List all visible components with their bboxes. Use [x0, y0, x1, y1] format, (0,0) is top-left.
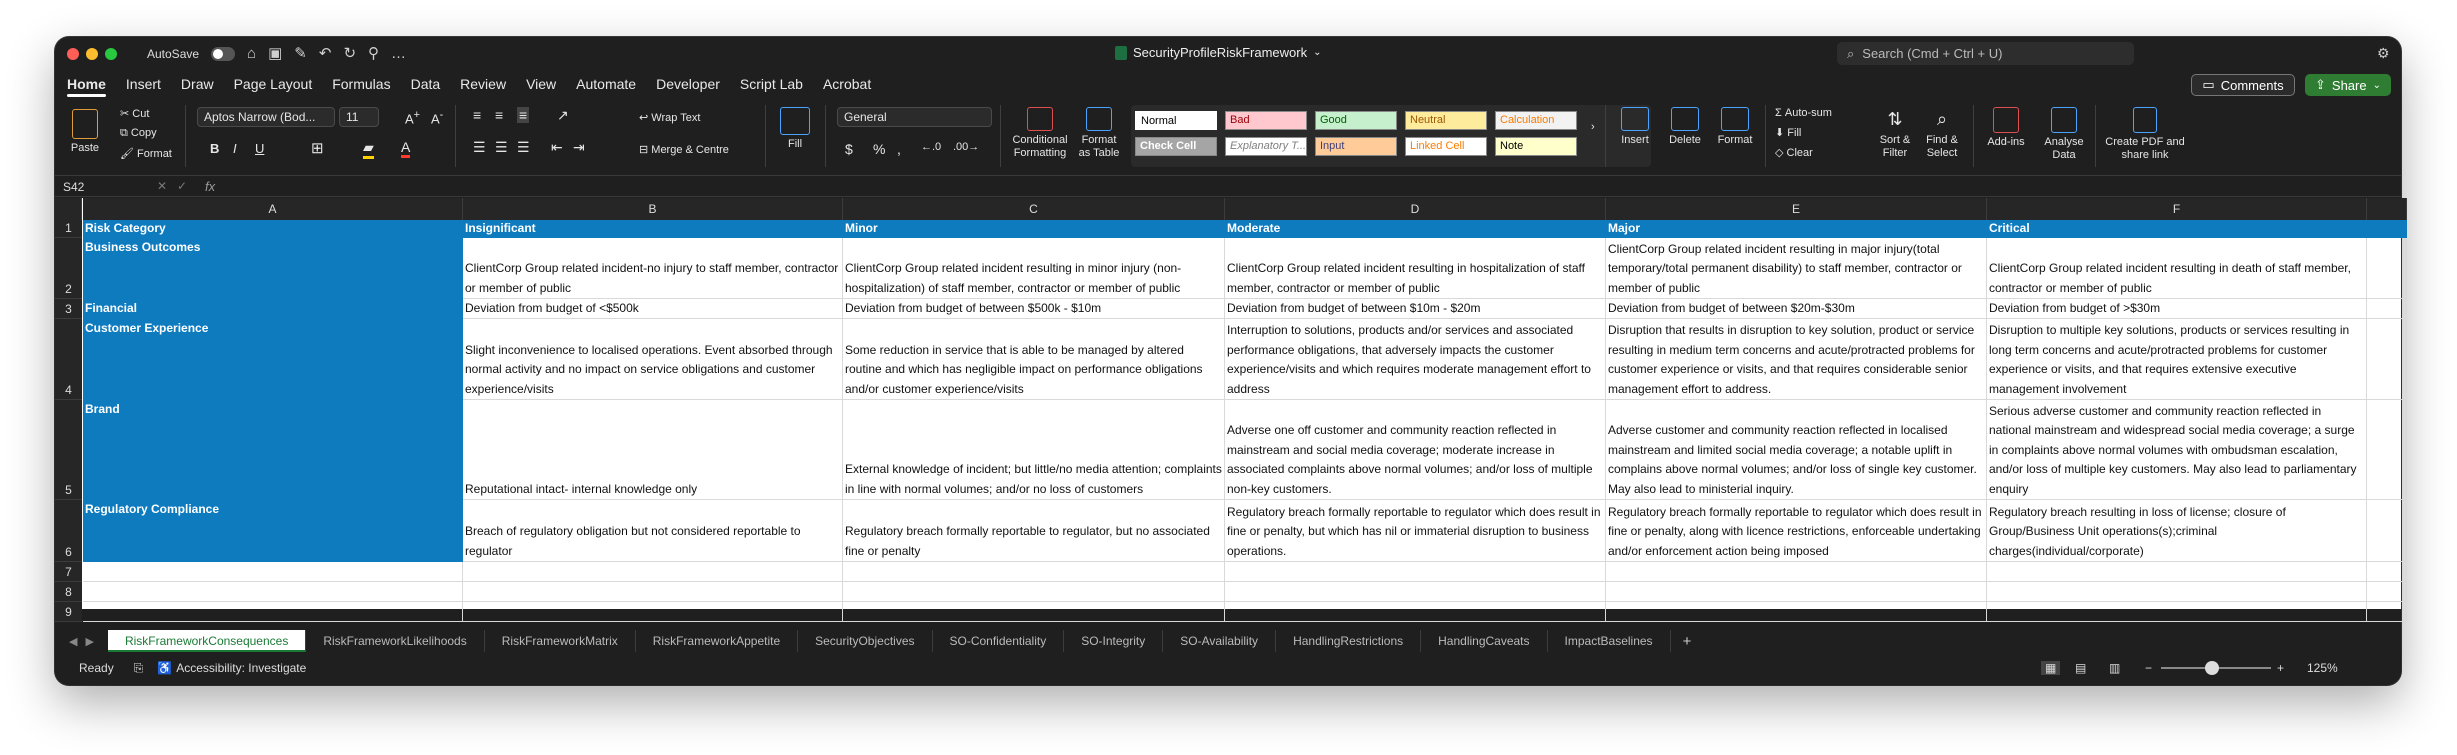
cell-text: Financial [85, 301, 138, 315]
accessibility-icon[interactable]: ♿ [157, 661, 173, 675]
undo-icon[interactable]: ↶ [318, 45, 332, 62]
cell-g2[interactable] [2367, 238, 2407, 299]
cell-style-note[interactable]: Note [1495, 137, 1577, 156]
cell-style-good[interactable]: Good [1315, 111, 1397, 130]
sheet-tab-so-integrity[interactable]: SO-Integrity [1064, 630, 1163, 652]
table-icon [1086, 107, 1112, 131]
cell-f6[interactable] [1987, 500, 2367, 562]
tab-data[interactable]: Data [410, 76, 441, 92]
cell-f2[interactable] [1987, 238, 2367, 299]
align-bottom-icon[interactable]: ≡ [519, 107, 528, 123]
cell-text: Adverse one off customer and community reaction reflected in mainstream and social media coverage; moderate increase in associated complaints above normal volumes; and/or loss of multiple non-key customers. [1227, 423, 1593, 496]
font-size-dropdown[interactable]: 11 [339, 107, 379, 127]
select-all-corner[interactable] [55, 198, 82, 220]
scroll-left-icon[interactable]: ◀ [69, 635, 78, 648]
cell-a4[interactable] [83, 319, 463, 400]
cell-text: Risk Category [85, 220, 166, 235]
cell-e2[interactable] [1606, 238, 1987, 299]
tab-home[interactable]: Home [57, 71, 116, 97]
excel-window [55, 37, 2401, 685]
row-header-5[interactable]: 5 [55, 400, 82, 500]
cell-f4[interactable] [1987, 319, 2367, 400]
cell-text: Deviation from budget of between $20m-$30m [1608, 300, 1855, 315]
tab-page-layout[interactable]: Page Layout [233, 76, 313, 92]
row-header-1[interactable]: 1 [55, 220, 82, 238]
decrease-indent-icon[interactable]: ⇤ [551, 139, 563, 155]
format-cells-label: Format [1717, 134, 1753, 146]
cell-text: Deviation from budget of >$30m [1989, 300, 2161, 315]
sheet-tab-impactbaselines[interactable]: ImpactBaselines [1548, 630, 1671, 652]
cell-text: External knowledge of incident; but little/no media attention; complaints in line with normal volumes; and/or no loss of customers [845, 462, 1222, 496]
share-icon: ⇪ [2315, 77, 2326, 92]
accessibility-status[interactable]: Accessibility: Investigate [176, 661, 307, 675]
cell-text: Some reduction in service that is able to be managed by altered routine and which has negligible impact on performance obligations and/or customer experience/visits [845, 342, 1203, 396]
document-title-text: SecurityProfileRiskFramework [1133, 45, 1308, 60]
cell-text: Adverse customer and community reaction reflected in localised mainstream and limited social media coverage; a notable uplift in complains above normal volumes; and/or loss of single key customer. May also lead to ministerial inquiry. [1608, 423, 1977, 496]
add-sheet-button[interactable]: + [1682, 632, 1692, 650]
zoom-window-button[interactable] [105, 48, 117, 60]
comments-label: Comments [2220, 77, 2284, 93]
decrease-decimal-icon[interactable]: .00→ [953, 141, 980, 153]
cell-a6[interactable] [83, 500, 463, 562]
percent-icon[interactable]: % [873, 141, 886, 157]
cell-text: ClientCorp Group related incident resulting in hospitalization of staff member, contractor or member of public [1227, 261, 1585, 295]
cell-f1[interactable] [1987, 220, 2367, 238]
page-break-view-icon[interactable]: ▥ [2109, 661, 2121, 675]
cell-b9[interactable] [463, 602, 843, 622]
analyse-data-label: Analyse Data [2044, 136, 2084, 161]
cell-text: Regulatory Compliance [85, 502, 220, 516]
tab-draw[interactable]: Draw [180, 76, 214, 92]
status-ready: Ready [79, 661, 114, 675]
cell-text: Serious adverse customer and community reaction reflected in national mainstream and widespread social media coverage; a surge in complaints above normal volumes with ombudsman escalation, and/or loss of multiple key customers. May also lead to parliamentary enquiry [1989, 403, 2357, 496]
italic-icon[interactable]: I [233, 141, 237, 156]
paste-label: Paste [70, 142, 100, 154]
tab-insert[interactable]: Insert [125, 76, 161, 92]
pdf-icon [2133, 107, 2157, 133]
cell-c9[interactable] [843, 602, 1225, 622]
cell-e4[interactable] [1606, 319, 1987, 400]
search-icon: ⌕ [1847, 45, 1855, 61]
cell-style-linked-cell[interactable]: Linked Cell [1405, 137, 1487, 156]
cell-e1[interactable] [1606, 220, 1987, 238]
cell-a7[interactable] [83, 562, 463, 582]
cell-a5[interactable] [83, 400, 463, 500]
normal-view-icon[interactable]: ▦ [2041, 661, 2060, 675]
edit-icon[interactable]: ✎ [294, 45, 307, 62]
chevron-right-icon[interactable]: › [1591, 121, 1595, 133]
cell-text: Regulatory breach formally reportable to regulator which does result in fine or penalty, along with licence restrictions, enforceable undertaking and/or enforcement action being imposed [1608, 504, 1982, 558]
comments-button[interactable] [2191, 74, 2295, 96]
cell-g3[interactable] [2367, 299, 2407, 319]
tab-automate[interactable]: Automate [576, 76, 637, 92]
spreadsheet-grid [55, 198, 2401, 619]
bold-icon[interactable]: B [210, 141, 220, 156]
row-header-2[interactable]: 2 [55, 238, 82, 299]
magnifier-icon: ⌕ [1936, 109, 1948, 129]
cell-text: Customer Experience [85, 321, 209, 335]
format-painter-button[interactable] [120, 147, 172, 160]
cell-text: Deviation from budget of between $500k - $10m [845, 300, 1102, 315]
tab-formulas[interactable]: Formulas [332, 76, 391, 92]
number-format-dropdown[interactable]: General [837, 107, 992, 127]
search-box[interactable] [1837, 42, 2134, 65]
copy-button[interactable] [120, 127, 157, 140]
cell-f7[interactable] [1987, 562, 2367, 582]
cell-d2[interactable] [1225, 238, 1606, 299]
align-left-icon[interactable]: ☰ [473, 139, 486, 155]
cell-d7[interactable] [1225, 562, 1606, 582]
analyse-data-icon [2051, 107, 2077, 133]
share-button[interactable] [2305, 74, 2391, 96]
column-header-b[interactable]: B [463, 198, 843, 220]
cell-styles-gallery [1131, 105, 1651, 167]
copy-icon: ⧉ [120, 127, 131, 139]
increase-decimal-icon[interactable]: ←.0 [921, 141, 942, 153]
cell-e6[interactable] [1606, 500, 1987, 562]
font-color-icon[interactable]: A [401, 139, 410, 158]
column-header-g[interactable] [2367, 198, 2407, 220]
sheet-tab-riskframeworkappetite[interactable]: RiskFrameworkAppetite [636, 630, 798, 652]
wrap-icon: ↩ [639, 112, 652, 124]
autosave-toggle[interactable] [211, 47, 235, 61]
create-pdf-label: Create PDF and share link [2105, 136, 2185, 161]
fill-down-icon [780, 107, 810, 135]
autosum-label: Auto-sum [1784, 107, 1832, 119]
sheet-tab-so-confidentiality[interactable]: SO-Confidentiality [933, 630, 1065, 652]
cell-text: Brand [85, 402, 120, 416]
merge-centre-label: Merge & Centre [651, 144, 729, 156]
home-icon[interactable]: ⌂ [247, 45, 257, 62]
sheet-tab-so-availability[interactable]: SO-Availability [1163, 630, 1276, 652]
cell-text: Minor [845, 220, 878, 235]
cell-text: Reputational intact- internal knowledge only [465, 481, 698, 496]
tab-script-lab[interactable]: Script Lab [739, 76, 803, 92]
cell-text: Major [1608, 220, 1641, 235]
addins-label: Add-ins [1987, 136, 2025, 148]
zoom-out-icon[interactable]: − [2145, 661, 2153, 675]
cell-c6[interactable] [843, 500, 1225, 562]
cell-e5[interactable] [1606, 400, 1987, 500]
tab-developer[interactable]: Developer [656, 76, 720, 92]
cell-g1[interactable] [2367, 220, 2407, 238]
redo-icon[interactable]: ↻ [343, 45, 357, 62]
fill-label: Fill [787, 138, 803, 150]
cell-e8[interactable] [1606, 582, 1987, 602]
conditional-formatting-button[interactable] [1010, 107, 1070, 160]
cell-text: Disruption to multiple key solutions, products or services resulting in long term concerns and acute/protracted problems for customer experience or visits, and that requires extensive executive management involvement [1989, 323, 2350, 396]
cell-d5[interactable] [1225, 400, 1606, 500]
merge-centre-button[interactable] [639, 143, 729, 156]
chevron-down-icon: ⌄ [2372, 79, 2381, 91]
copy-label: Copy [130, 127, 157, 139]
fill-series-button[interactable] [1775, 126, 1801, 139]
scissors-icon: ✂ [120, 108, 133, 120]
create-pdf-button[interactable] [2105, 107, 2185, 162]
row-header-6[interactable]: 6 [55, 500, 82, 562]
settings-icon[interactable]: ⚙ [2377, 45, 2390, 61]
cell-text: ClientCorp Group related incident resulting in major injury(total temporary/total permanent disability) to staff member, contractor or member of public [1608, 241, 1962, 295]
tab-acrobat[interactable]: Acrobat [822, 76, 872, 92]
brush-icon: 🖌 [120, 148, 138, 160]
cell-c7[interactable] [843, 562, 1225, 582]
chevron-down-icon: ⌄ [1313, 47, 1322, 58]
ribbon-tabs [55, 71, 2401, 97]
cell-text: Interruption to solutions, products and/or services and associated performance obligations, that adversely impacts the customer experience/visits and which requires moderate management effort to address [1227, 323, 1591, 396]
delete-cells-icon [1671, 107, 1699, 131]
fill-button[interactable] [775, 107, 815, 151]
insert-cells-button[interactable] [1615, 107, 1655, 147]
analyse-data-button[interactable] [2043, 107, 2085, 162]
align-middle-icon[interactable]: ≡ [495, 107, 504, 123]
cell-d3[interactable] [1225, 299, 1606, 319]
find-select-button[interactable] [1921, 107, 1963, 160]
macro-recording-icon[interactable]: ⎘ [133, 660, 144, 675]
cell-f5[interactable] [1987, 400, 2367, 500]
wrap-text-label: Wrap Text [651, 112, 701, 124]
more-icon[interactable]: … [391, 45, 407, 62]
column-header-d[interactable]: D [1225, 198, 1606, 220]
cell-text: Deviation from budget of <$500k [465, 300, 639, 315]
cell-g7[interactable] [2367, 562, 2407, 582]
fill-color-icon[interactable]: ▰ [363, 139, 374, 159]
align-top-icon[interactable]: ≡ [473, 107, 482, 123]
increase-indent-icon[interactable]: ⇥ [573, 139, 585, 155]
excel-file-icon [1115, 46, 1127, 60]
share-label: Share [2331, 77, 2367, 93]
cell-a8[interactable] [83, 582, 463, 602]
format-as-table-button[interactable] [1075, 107, 1123, 160]
cell-c8[interactable] [843, 582, 1225, 602]
insert-label: Insert [1621, 134, 1649, 146]
cell-c3[interactable] [843, 299, 1225, 319]
currency-icon[interactable]: $ [845, 141, 853, 157]
cell-text: Critical [1989, 220, 2030, 235]
cell-text: Slight inconvenience to localised operations. Event absorbed through normal activity and no impact on service obligations and customer experience/visits [465, 342, 833, 396]
cell-text: ClientCorp Group related incident-no injury to staff member, contractor or member of public [465, 261, 839, 295]
zoom-slider-thumb[interactable] [2205, 661, 2219, 675]
paste-button[interactable] [65, 109, 105, 155]
align-center-icon[interactable]: ☰ [495, 139, 508, 155]
font-name-dropdown[interactable]: Aptos Narrow (Bod... [197, 107, 335, 127]
cell-c5[interactable] [843, 400, 1225, 500]
page-layout-view-icon[interactable]: ▤ [2075, 661, 2087, 675]
cell-f9[interactable] [1987, 602, 2367, 622]
row-header-7[interactable]: 7 [55, 562, 82, 582]
row-header-4[interactable]: 4 [55, 319, 82, 400]
name-box[interactable]: S42 [63, 180, 85, 194]
delete-cells-button[interactable] [1665, 107, 1705, 147]
font-shrink-icon[interactable]: A- [431, 109, 444, 127]
format-as-table-label: Format as Table [1078, 134, 1120, 159]
sheet-tab-handlingcaveats[interactable]: HandlingCaveats [1421, 630, 1547, 652]
row-header-9[interactable]: 9 [55, 602, 82, 622]
row-header-3[interactable]: 3 [55, 299, 82, 319]
title-bar [55, 37, 2401, 71]
clear-button[interactable] [1775, 146, 1813, 159]
cell-style-bad[interactable]: Bad [1225, 111, 1307, 130]
cell-text: ClientCorp Group related incident resulting in minor injury (non-hospitalization) of staff member, contractor or member of public [845, 261, 1182, 295]
cell-text: Business Outcomes [85, 240, 201, 254]
sort-filter-label: Sort & Filter [1879, 134, 1911, 159]
filter-icon[interactable]: ⚲ [368, 45, 380, 62]
column-header-a[interactable]: A [83, 198, 463, 220]
wrap-text-button[interactable] [639, 111, 700, 124]
cell-d1[interactable] [1225, 220, 1606, 238]
sheet-tab-riskframeworklikelihoods[interactable]: RiskFrameworkLikelihoods [306, 630, 484, 652]
search-placeholder: Search (Cmd + Ctrl + U) [1862, 46, 2003, 61]
cell-c2[interactable] [843, 238, 1225, 299]
align-right-icon[interactable]: ☰ [517, 139, 530, 155]
zoom-in-icon[interactable]: + [2277, 661, 2285, 675]
formula-bar [55, 175, 2401, 197]
cell-a2[interactable] [83, 238, 463, 299]
cell-b1[interactable] [463, 220, 843, 238]
cell-text: ClientCorp Group related incident resulting in death of staff member, contractor or member of public [1989, 261, 2351, 295]
cell-f3[interactable] [1987, 299, 2367, 319]
cut-label: Cut [132, 108, 150, 120]
clipboard-icon [72, 109, 98, 139]
zoom-level[interactable]: 125% [2307, 661, 2338, 675]
conditional-formatting-icon [1027, 107, 1053, 131]
cell-text: Regulatory breach formally reportable to regulator which does result in fine or penalty, but which has nil or immaterial disruption to business operations. [1227, 504, 1601, 558]
document-title[interactable] [1115, 45, 1321, 60]
enter-icon[interactable]: ✓ [177, 179, 188, 193]
sheet-tab-riskframeworkmatrix[interactable]: RiskFrameworkMatrix [485, 630, 636, 652]
cell-b8[interactable] [463, 582, 843, 602]
orientation-icon[interactable]: ↗ [557, 107, 569, 123]
cell-b7[interactable] [463, 562, 843, 582]
sheet-tab-handlingrestrictions[interactable]: HandlingRestrictions [1276, 630, 1421, 652]
cell-style-check-cell[interactable]: Check Cell [1135, 137, 1217, 156]
cell-d9[interactable] [1225, 602, 1606, 622]
fx-icon[interactable]: fx [205, 179, 216, 194]
cell-style-neutral[interactable]: Neutral [1405, 111, 1487, 130]
cancel-icon[interactable]: ✕ [157, 179, 168, 193]
cell-text: Insignificant [465, 220, 536, 235]
cell-style-input[interactable]: Input [1315, 137, 1397, 156]
cell-a9[interactable] [83, 602, 463, 622]
cell-b2[interactable] [463, 238, 843, 299]
cell-text: Regulatory breach resulting in loss of license; closure of Group/Business Unit operations(s);criminal charges(individual/corporate) [1989, 504, 2286, 558]
cell-style-explanatory-t[interactable]: Explanatory T... [1225, 137, 1307, 156]
column-header-c[interactable]: C [843, 198, 1225, 220]
cell-b4[interactable] [463, 319, 843, 400]
addins-button[interactable] [1985, 107, 2027, 149]
cell-g6[interactable] [2367, 500, 2407, 562]
tab-review[interactable]: Review [460, 76, 507, 92]
cell-b5[interactable] [463, 400, 843, 500]
cell-text: Breach of regulatory obligation but not considered reportable to regulator [465, 524, 801, 558]
cell-b6[interactable] [463, 500, 843, 562]
comma-icon[interactable]: , [897, 141, 901, 157]
cell-style-calculation[interactable]: Calculation [1495, 111, 1577, 130]
format-cells-button[interactable] [1715, 107, 1755, 147]
cell-d4[interactable] [1225, 319, 1606, 400]
format-label: Format [137, 148, 172, 160]
quick-access-toolbar [147, 43, 406, 65]
sheet-tab-riskframeworkconsequences[interactable]: RiskFrameworkConsequences [108, 630, 306, 652]
column-header-f[interactable]: F [1987, 198, 2367, 220]
cell-a1[interactable] [83, 220, 463, 238]
cell-a3[interactable] [83, 299, 463, 319]
tab-view[interactable]: View [526, 76, 557, 92]
find-select-label: Find & Select [1926, 134, 1958, 159]
cell-g4[interactable] [2367, 319, 2407, 400]
cell-g5[interactable] [2367, 400, 2407, 500]
fill2-label: Fill [1787, 127, 1802, 139]
underline-icon[interactable]: U [255, 141, 265, 156]
cell-g9[interactable] [2367, 602, 2407, 622]
cell-e7[interactable] [1606, 562, 1987, 582]
cell-b3[interactable] [463, 299, 843, 319]
fill-arrow-icon: ⬇ [1775, 127, 1788, 139]
sigma-icon: Σ [1775, 107, 1785, 119]
insert-cells-icon [1621, 107, 1649, 131]
comment-icon: ▭ [2202, 77, 2215, 92]
status-bar [55, 655, 2401, 681]
cell-text: Deviation from budget of between $10m - $20m [1227, 300, 1481, 315]
cell-d6[interactable] [1225, 500, 1606, 562]
eraser-icon: ◇ [1775, 147, 1787, 159]
cell-d8[interactable] [1225, 582, 1606, 602]
cell-style-normal[interactable]: Normal [1135, 111, 1217, 130]
cell-c4[interactable] [843, 319, 1225, 400]
minimize-window-button[interactable] [86, 48, 98, 60]
conditional-formatting-label: Conditional Formatting [1012, 134, 1068, 159]
autosum-button[interactable] [1775, 107, 1832, 119]
cell-e9[interactable] [1606, 602, 1987, 622]
cell-text: Regulatory breach formally reportable to regulator, but no associated fine or penalty [845, 524, 1210, 558]
format-cells-icon [1721, 107, 1749, 131]
sheet-tabs-bar [55, 630, 2401, 652]
cell-text: Moderate [1227, 220, 1281, 235]
cut-button[interactable] [120, 107, 149, 120]
formula-input[interactable] [231, 176, 2381, 198]
autosave-label: AutoSave [147, 47, 200, 61]
cell-c1[interactable] [843, 220, 1225, 238]
font-grow-icon[interactable]: A+ [405, 109, 420, 127]
scroll-right-icon[interactable]: ▶ [85, 635, 94, 648]
close-window-button[interactable] [67, 48, 79, 60]
addins-icon [1993, 107, 2019, 133]
cell-f8[interactable] [1987, 582, 2367, 602]
cell-g8[interactable] [2367, 582, 2407, 602]
row-header-8[interactable]: 8 [55, 582, 82, 602]
sort-filter-button[interactable] [1875, 107, 1915, 160]
delete-label: Delete [1669, 134, 1701, 146]
cell-text: Disruption that results in disruption to key solution, product or service resulting in medium term concerns and acute/protracted problems for customer experience or visits, and that requires considerable senior management effort to address. [1608, 323, 1975, 396]
save-icon[interactable]: ▣ [268, 45, 283, 62]
merge-icon: ⊟ [639, 144, 652, 156]
cell-e3[interactable] [1606, 299, 1987, 319]
clear-label: Clear [1786, 147, 1813, 159]
sheet-tab-securityobjectives[interactable]: SecurityObjectives [798, 630, 932, 652]
sort-filter-icon: ⇅ [1887, 109, 1903, 129]
column-header-e[interactable]: E [1606, 198, 1987, 220]
borders-icon[interactable]: ⊞ [311, 140, 324, 157]
